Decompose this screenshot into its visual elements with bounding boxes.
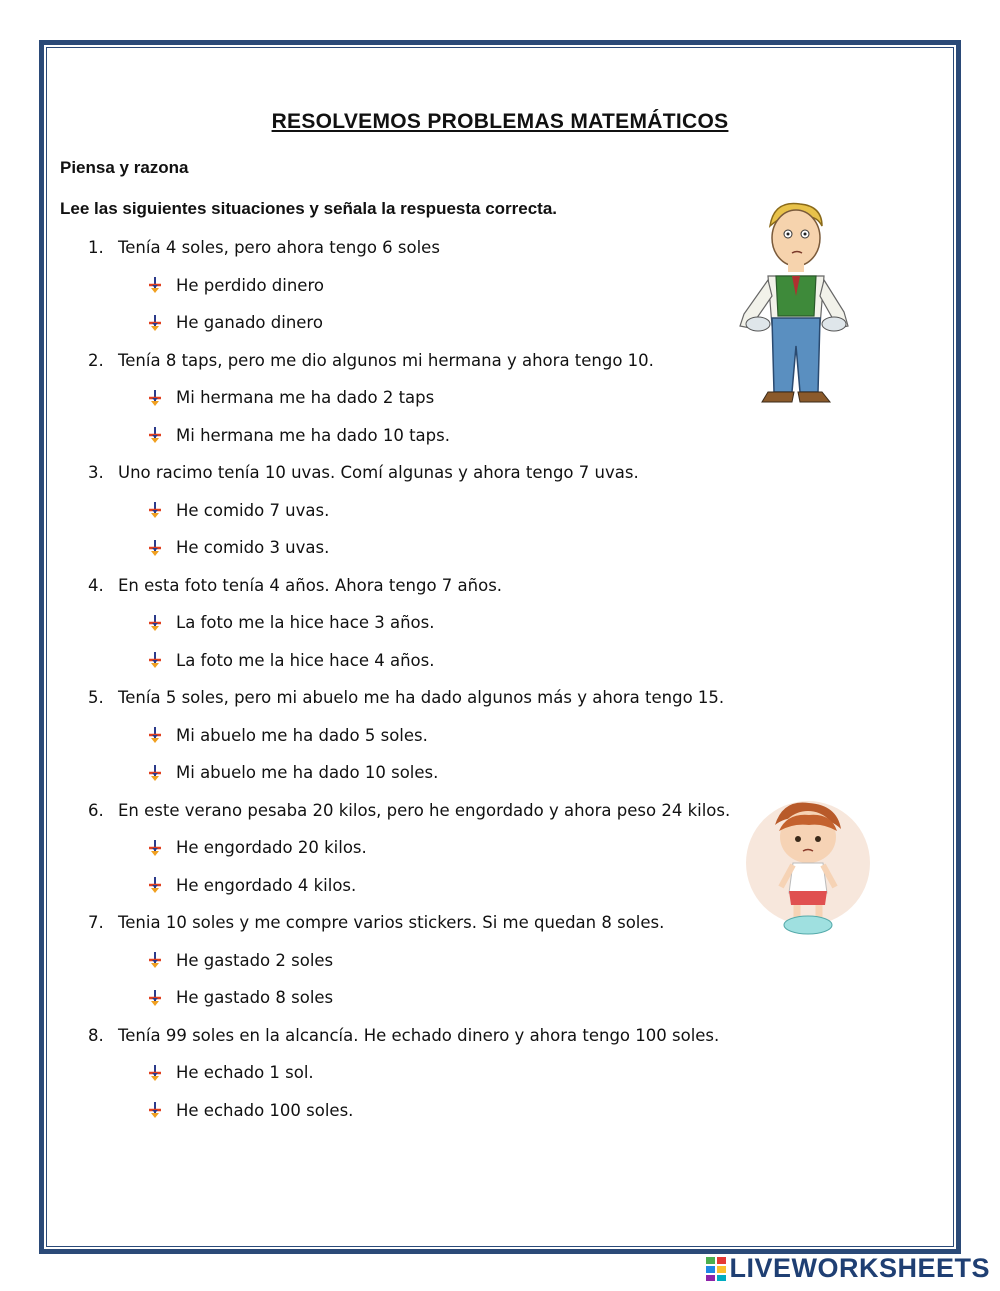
answer-option-2-2[interactable]: [146, 426, 450, 445]
answer-option-5-1[interactable]: [146, 726, 428, 745]
answer-option-label: He gastado 2 soles: [176, 950, 334, 970]
answer-option-label: He gastado 8 soles: [176, 988, 334, 1007]
arrow-bullet-icon: [146, 651, 164, 669]
answer-option-8-1[interactable]: [146, 1063, 314, 1082]
answer-option-label: He comido 3 uvas.: [176, 538, 330, 557]
question-8: [88, 1026, 719, 1045]
answer-option-label: La foto me la hice hace 3 años.: [176, 613, 435, 632]
page-title: RESOLVEMOS PROBLEMAS MATEMÁTICOS: [271, 110, 729, 133]
question-number: 2.: [88, 350, 104, 370]
question-text: Tenía 4 soles, pero ahora tengo 6 soles: [118, 238, 440, 257]
answer-option-3-2[interactable]: [146, 538, 329, 557]
liveworksheets-icon: [705, 1256, 727, 1282]
answer-option-2-1[interactable]: [146, 388, 434, 407]
question-7: [88, 913, 664, 932]
question-2: [88, 351, 654, 370]
answer-option-label: He ganado dinero: [176, 313, 323, 332]
answer-option-6-1[interactable]: [146, 838, 367, 857]
answer-option-3-1[interactable]: [146, 501, 329, 520]
answer-option-5-2[interactable]: [146, 763, 438, 782]
question-text: En este verano pesaba 20 kilos, pero he engordado y ahora peso 24 kilos.: [118, 800, 731, 820]
arrow-bullet-icon: [146, 989, 164, 1007]
liveworksheets-logo: [705, 1253, 990, 1284]
man-empty-pockets-illustration: [722, 196, 854, 406]
answer-option-1-2[interactable]: [146, 313, 323, 332]
arrow-bullet-icon: [146, 1064, 164, 1082]
subtitle-think: Piensa y razona: [60, 158, 189, 177]
answer-option-label: He comido 7 uvas.: [176, 500, 330, 520]
question-text: Tenía 5 soles, pero mi abuelo me ha dado algunos más y ahora tengo 15.: [118, 688, 725, 707]
answer-option-label: Mi abuelo me ha dado 10 soles.: [176, 763, 439, 782]
boy-on-scale-illustration: [743, 795, 873, 940]
question-text: Tenía 8 taps, pero me dio algunos mi hermana y ahora tengo 10.: [118, 350, 654, 370]
answer-option-label: He perdido dinero: [176, 275, 324, 295]
arrow-bullet-icon: [146, 876, 164, 894]
arrow-bullet-icon: [146, 276, 164, 294]
question-number: 6.: [88, 800, 104, 820]
arrow-bullet-icon: [146, 839, 164, 857]
arrow-bullet-icon: [146, 951, 164, 969]
answer-option-label: Mi abuelo me ha dado 5 soles.: [176, 725, 428, 745]
arrow-bullet-icon: [146, 1101, 164, 1119]
question-text: Tenia 10 soles y me compre varios stickers. Si me quedan 8 soles.: [118, 913, 665, 932]
brand-name: LIVEWORKSHEETS: [729, 1253, 990, 1283]
answer-option-1-1[interactable]: [146, 276, 324, 295]
arrow-bullet-icon: [146, 539, 164, 557]
question-5: [88, 688, 724, 707]
answer-option-label: He engordado 4 kilos.: [176, 875, 357, 895]
answer-option-4-1[interactable]: [146, 613, 434, 632]
question-number: 7.: [88, 913, 104, 932]
answer-option-label: Mi hermana me ha dado 2 taps: [176, 388, 435, 407]
arrow-bullet-icon: [146, 726, 164, 744]
answer-option-8-2[interactable]: [146, 1101, 353, 1120]
arrow-bullet-icon: [146, 426, 164, 444]
answer-option-label: He echado 100 soles.: [176, 1100, 354, 1120]
answer-option-4-2[interactable]: [146, 651, 434, 670]
question-text: En esta foto tenía 4 años. Ahora tengo 7 años.: [118, 575, 503, 595]
question-4: [88, 576, 502, 595]
answer-option-label: He engordado 20 kilos.: [176, 838, 367, 857]
answer-option-label: Mi hermana me ha dado 10 taps.: [176, 425, 450, 445]
answer-option-label: He echado 1 sol.: [176, 1063, 314, 1082]
arrow-bullet-icon: [146, 501, 164, 519]
question-number: 8.: [88, 1025, 104, 1045]
arrow-bullet-icon: [146, 614, 164, 632]
question-number: 1.: [88, 238, 104, 257]
question-3: [88, 463, 639, 482]
answer-option-label: La foto me la hice hace 4 años.: [176, 650, 435, 670]
answer-option-6-2[interactable]: [146, 876, 356, 895]
question-text: Uno racimo tenía 10 uvas. Comí algunas y ahora tengo 7 uvas.: [118, 463, 639, 482]
question-number: 5.: [88, 688, 104, 707]
instructions: Lee las siguientes situaciones y señala la respuesta correcta.: [60, 199, 558, 218]
question-number: 4.: [88, 575, 104, 595]
answer-option-7-1[interactable]: [146, 951, 333, 970]
arrow-bullet-icon: [146, 389, 164, 407]
arrow-bullet-icon: [146, 314, 164, 332]
question-number: 3.: [88, 463, 104, 482]
question-1: [88, 238, 440, 257]
question-6: [88, 801, 730, 820]
answer-option-7-2[interactable]: [146, 988, 333, 1007]
arrow-bullet-icon: [146, 764, 164, 782]
question-text: Tenía 99 soles en la alcancía. He echado dinero y ahora tengo 100 soles.: [118, 1025, 720, 1045]
